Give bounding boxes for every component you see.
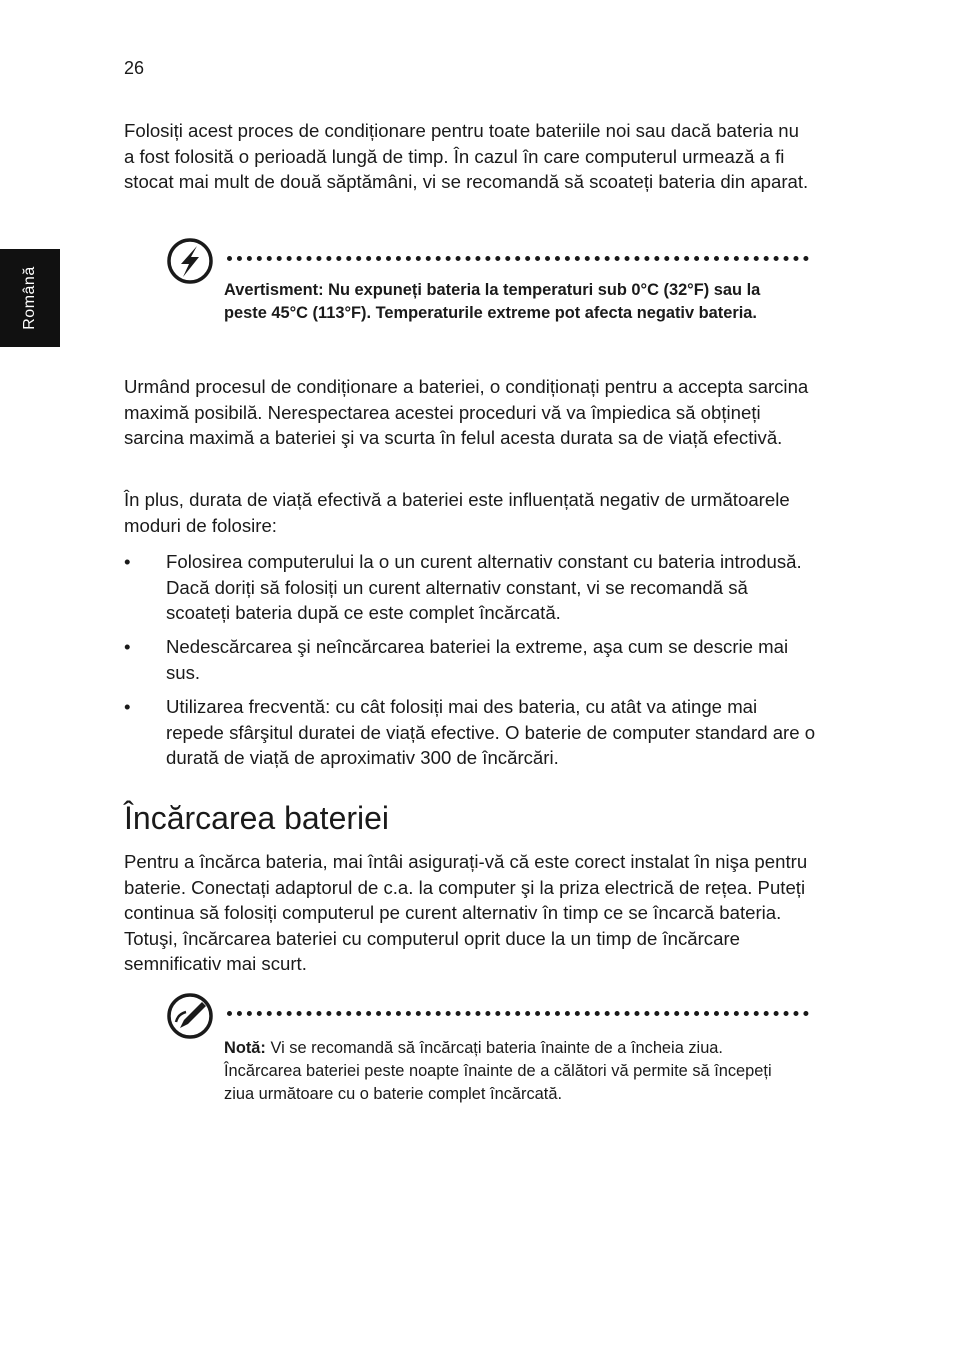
warning-lightning-icon xyxy=(166,237,214,285)
bullet-text: Folosirea computerului la o un curent alternativ constant cu bateria introdusă. Dacă doriți să folosiți un curent alternativ constant, vi se recomandă să scoateți bateria după ce este complet încărcată. xyxy=(166,551,802,623)
paragraph-charging: Pentru a încărca bateria, mai întâi asigurați-vă că este corect instalat în nişa pentru baterie. Conectați adaptorul de c.a. la computer şi la priza electrică de rețea. Puteți continua să folosiți computerul pe curent alternativ în timp ce se încarcă bateria. Totuşi, încărcarea bateriei cu computerul oprit duce la un timp de încărcare semnificativ mai scurt. xyxy=(124,851,808,974)
note-text xyxy=(224,1037,804,1106)
paragraph-conditioning-result: Urmând procesul de condiționare a bateriei, o condiționați pentru a accepta sarcina maximă posibilă. Nerespectarea acestei proceduri vă va împiedica să obțineți sarcina maximă a bateriei şi va scurta în felul acesta durata sa de viață efectivă. xyxy=(124,376,809,448)
language-tab xyxy=(0,249,60,347)
section-title: Încărcarea bateriei xyxy=(124,800,390,836)
bullet-text: Nedescărcarea şi neîncărcarea bateriei la extreme, aşa cum se descrie mai sus. xyxy=(166,636,789,683)
note-body: Vi se recomandă să încărcați bateria înainte de a încheia ziua. Încărcarea bateriei peste noapte înainte de a călători vă permite să începeți ziua următoare cu o baterie complet încărcată. xyxy=(224,1039,772,1103)
bullet-text: Utilizarea frecventă: cu cât folosiți mai des bateria, cu atât va atinge mai repede sfârşitul duratei de viață efective. O baterie de computer standard are o durată de viață de aproximativ 300 de încărcări. xyxy=(166,696,816,768)
paragraph-usage-intro: În plus, durata de viață efectivă a bateriei este influențată negativ de următoarele moduri de folosire: xyxy=(124,489,790,536)
language-tab-label: Română xyxy=(21,266,38,330)
bullet-mark: • xyxy=(124,551,131,572)
note-pen-icon xyxy=(166,992,214,1040)
bullet-mark: • xyxy=(124,696,131,717)
note-label: Notă: xyxy=(224,1039,266,1057)
warning-divider xyxy=(227,256,809,261)
bullet-mark: • xyxy=(124,636,131,657)
page-number: 26 xyxy=(124,58,145,78)
note-divider xyxy=(227,1011,809,1016)
warning-text: Avertisment: Nu expuneți bateria la temperaturi sub 0°C (32°F) sau la peste 45°C (113°F). Temperaturile extreme pot afecta negativ bateria. xyxy=(224,281,761,322)
paragraph-conditioning: Folosiți acest proces de condiționare pentru toate bateriile noi sau dacă bateria nu a fost folosită o perioadă lungă de timp. În cazul în care computerul urmează a fi stocat mai mult de două săptămâni, vi se recomandă să scoateți bateria din aparat. xyxy=(124,120,809,192)
